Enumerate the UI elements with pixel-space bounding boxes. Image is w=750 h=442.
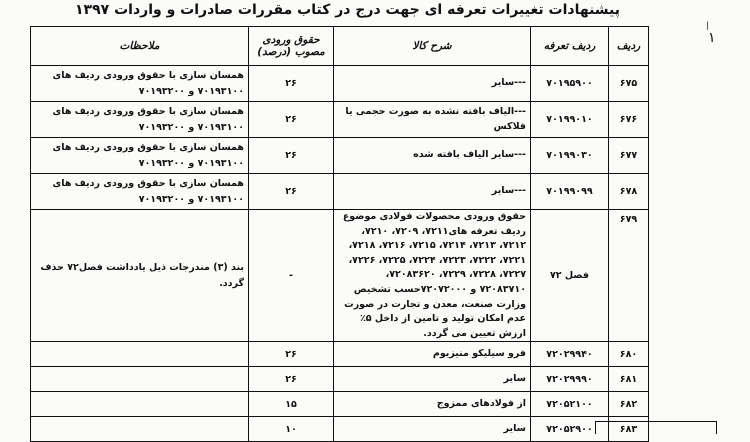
remarks bbox=[31, 417, 249, 442]
header-row-no: ردیف bbox=[609, 27, 649, 66]
goods-description: ---سایر الیاف بافته شده bbox=[334, 138, 531, 174]
row-number: ۶۸۳ bbox=[609, 417, 649, 442]
header-tariff-no: ردیف تعرفه bbox=[531, 27, 609, 66]
table-row bbox=[31, 210, 649, 342]
header-notes: ملاحظات bbox=[31, 27, 249, 66]
row-number: ۶۷۷ bbox=[609, 138, 649, 174]
page-footer-box bbox=[595, 421, 717, 434]
import-duty: ۱۵ bbox=[249, 392, 334, 417]
table-row bbox=[31, 66, 649, 102]
goods-description: فرو سیلیکو منیزیوم bbox=[334, 342, 531, 367]
import-duty: ۲۶ bbox=[249, 367, 334, 392]
tariff-code: ۷۲۰۲۹۹۹۰ bbox=[531, 367, 609, 392]
import-duty: ۲۶ bbox=[249, 174, 334, 210]
table-row bbox=[31, 417, 649, 442]
goods-description: ---الیاف بافته نشده به صورت حجمی یا فلاکس bbox=[334, 102, 531, 138]
header-description: شرح کالا bbox=[334, 27, 531, 66]
import-duty: ۱۰ bbox=[249, 417, 334, 442]
tariff-code: ۷۲۰۵۲۹۰۰ bbox=[531, 417, 609, 442]
header-duty: حقوق ورودی مصوب (درصد) bbox=[249, 27, 334, 66]
import-duty: ۲۶ bbox=[249, 66, 334, 102]
table-row bbox=[31, 367, 649, 392]
remarks: همسان سازی با حقوق ورودی ردیف های ۷۰۱۹۳۱۰۰ و ۷۰۱۹۳۲۰۰ bbox=[31, 102, 249, 138]
goods-description: سایر bbox=[334, 417, 531, 442]
remarks bbox=[31, 392, 249, 417]
import-duty: ۲۶ bbox=[249, 102, 334, 138]
goods-description: حقوق ورودی محصولات فولادی موضوع ردیف تعرفه های۷۲۱۱، ۷۲۰۹، ۷۲۱۰، ۷۲۱۲، ۷۲۱۳، ۷۲۱۴، ۷۲۱۵، ۷۲۱۶، ۷۲۱۸، ۷۲۲۱، ۷۲۲۲، ۷۲۲۳، ۷۲۲۴، ۷۲۲۵، ۷۲۲۶، ۷۲۲۷، ۷۲۲۸، ۷۲۲۹، ۷۲۰۸۳۶۲۰، ۷۲۰۸۳۷۱۰ و ۷۲۰۷۲۰۰۰حسب تشخیص وزارت صنعت، معدن و تجارت در صورت عدم امکان تولید و تامین از داخل ۵٪ ارزش تعیین می گردد. bbox=[334, 210, 531, 342]
remarks bbox=[31, 367, 249, 392]
import-duty: ۲۶ bbox=[249, 138, 334, 174]
document-title: پیشنهادات تغییرات تعرفه ای جهت درج در کتاب مقررات صادرات و واردات ۱۳۹۷ bbox=[75, 2, 620, 18]
tariff-code: ۷۰۱۹۵۹۰۰ bbox=[531, 66, 609, 102]
row-number: ۶۷۹ bbox=[609, 210, 649, 342]
remarks: همسان سازی با حقوق ورودی ردیف های ۷۰۱۹۳۱۰۰ و ۷۰۱۹۳۲۰۰ bbox=[31, 138, 249, 174]
tariff-code: فصل ۷۲ bbox=[531, 210, 609, 342]
remarks: همسان سازی با حقوق ورودی ردیف های ۷۰۱۹۳۱۰۰ و ۷۰۱۹۳۲۰۰ bbox=[31, 174, 249, 210]
tariff-code: ۷۲۰۲۹۹۴۰ bbox=[531, 342, 609, 367]
remarks bbox=[31, 342, 249, 367]
tariff-code: ۷۲۰۵۲۱۰۰ bbox=[531, 392, 609, 417]
margin-mark: ۱ bbox=[708, 30, 716, 46]
goods-description: ---سایر bbox=[334, 174, 531, 210]
tariff-code: ۷۰۱۹۹۰۳۰ bbox=[531, 138, 609, 174]
table-header-row bbox=[31, 27, 649, 66]
table-row bbox=[31, 174, 649, 210]
row-number: ۶۸۱ bbox=[609, 367, 649, 392]
row-number: ۶۸۰ bbox=[609, 342, 649, 367]
import-duty: ۲۶ bbox=[249, 342, 334, 367]
margin-mark-small: ا bbox=[706, 20, 710, 33]
row-number: ۶۷۸ bbox=[609, 174, 649, 210]
table-row bbox=[31, 342, 649, 367]
tariff-table bbox=[30, 26, 649, 442]
remarks: همسان سازی با حقوق ورودی ردیف های ۷۰۱۹۳۱۰۰ و ۷۰۱۹۳۲۰۰ bbox=[31, 66, 249, 102]
goods-description: از فولادهای ممزوج bbox=[334, 392, 531, 417]
row-number: ۶۸۲ bbox=[609, 392, 649, 417]
table-row bbox=[31, 102, 649, 138]
goods-description: ---سایر bbox=[334, 66, 531, 102]
tariff-code: ۷۰۱۹۹۰۱۰ bbox=[531, 102, 609, 138]
import-duty: - bbox=[249, 210, 334, 342]
table-row bbox=[31, 138, 649, 174]
row-number: ۶۷۶ bbox=[609, 102, 649, 138]
goods-description: سایر bbox=[334, 367, 531, 392]
row-number: ۶۷۵ bbox=[609, 66, 649, 102]
tariff-code: ۷۰۱۹۹۰۹۹ bbox=[531, 174, 609, 210]
remarks: بند (۳) مندرجات ذیل یادداشت فصل۷۲ حذف گردد. bbox=[31, 210, 249, 342]
table-row bbox=[31, 392, 649, 417]
